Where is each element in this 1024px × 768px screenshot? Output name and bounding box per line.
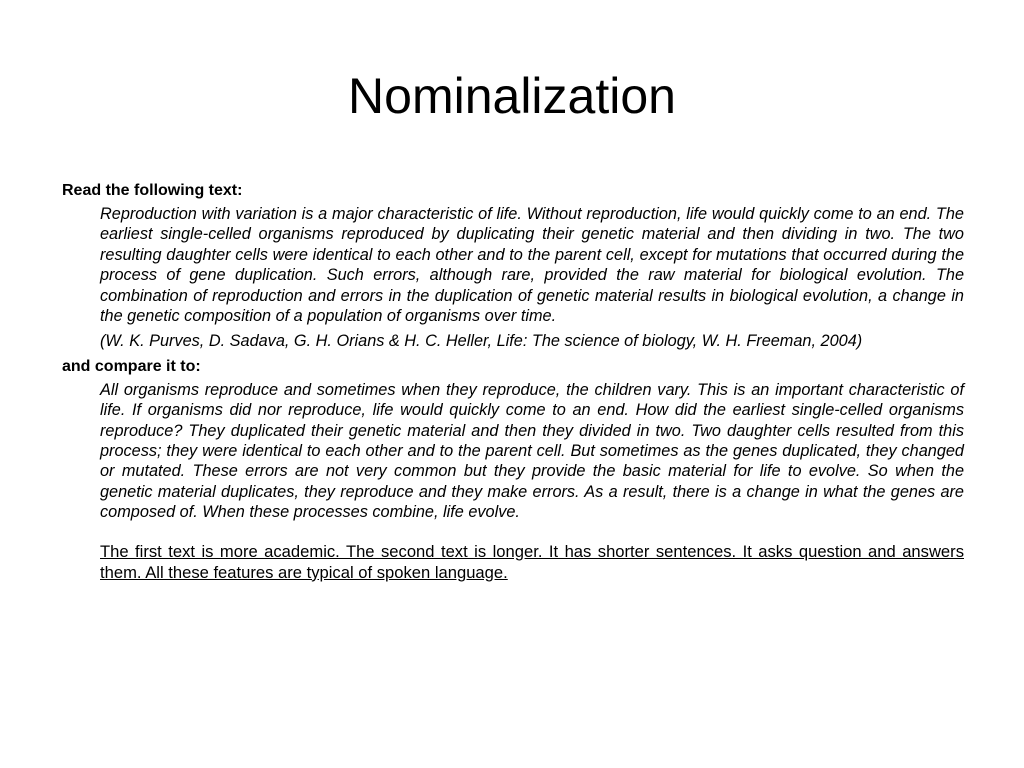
conclusion-text: The first text is more academic. The second text is longer. It has shorter sentences. It asks question and answers them. All these features are typical of spoken language. [100, 541, 964, 582]
academic-text: Reproduction with variation is a major characteristic of life. Without reproduction, life would quickly come to an end. The earliest single-celled organisms reproduced by duplicating their genetic material and then dividing in two. The two resulting daughter cells were identical to each other and to the parent cell, except for mutations that occurred during the process of gene duplication. Such errors, although rare, provided the raw material for biological evolution. The combination of reproduction and errors in the duplication of genetic material results in biological evolution, a change in the genetic composition of a population of organisms over time. [100, 205, 964, 326]
instruction-read: Read the following text: [62, 182, 243, 199]
slide-title: Nominalization [348, 68, 676, 124]
slide-content [62, 180, 964, 583]
spoken-text: All organisms reproduce and sometimes when they reproduce, the children vary. This is an important characteristic of life. If organisms did nor reproduce, life would quickly come to an end. How did the earliest single-celled organisms reproduce? They duplicated their genetic material and then they divided in two. Two daughter cells resulted from this process; they were identical to each other and to the parent cell. But sometimes as the genes duplicated, they changed or mutated. These errors are not very common but they provide the basic material for life to evolve. So when the genetic material duplicates, they reproduce and they make errors. As a result, there is a change in what the genes are composed of. When these processes combine, life evolve. [100, 380, 964, 522]
citation: (W. K. Purves, D. Sadava, G. H. Orians & H. C. Heller, Life: The science of biology, W. H. Freeman, 2004) [100, 332, 863, 351]
instruction-compare: and compare it to: [62, 357, 201, 375]
